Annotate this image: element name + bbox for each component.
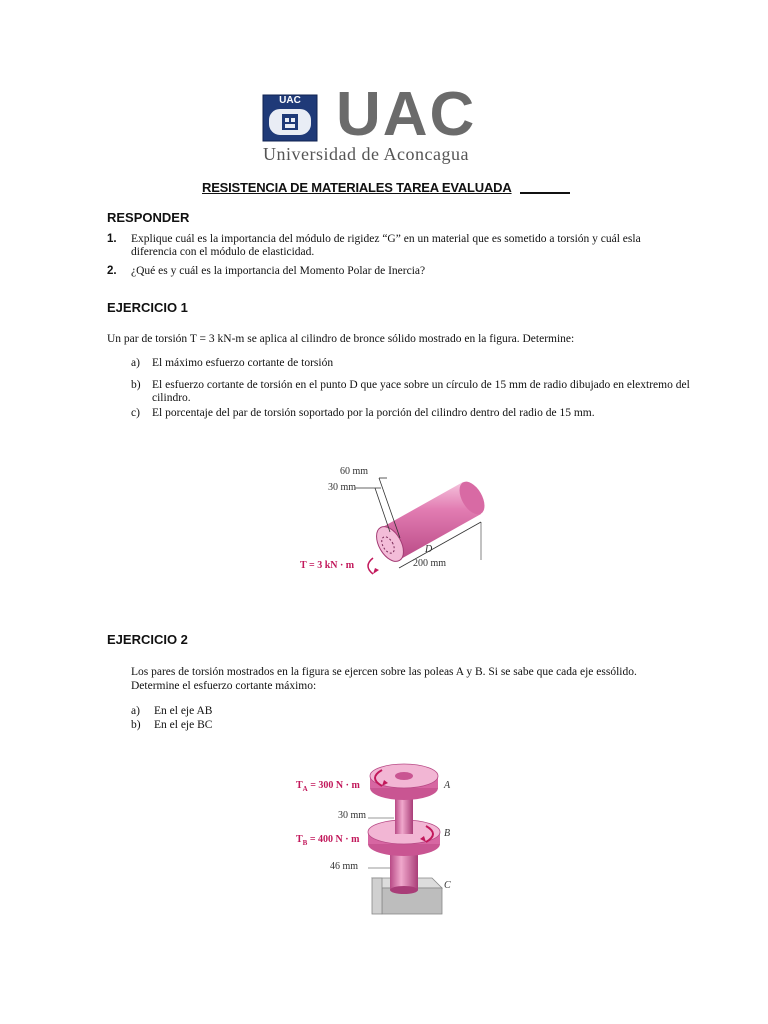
ejercicio1-item-c-text: El porcentaje del par de torsión soportado por la porción del cilindro dentro del radio de 15 mm. [152,407,595,419]
fig2-label-30mm: 30 mm [338,810,367,821]
fig2-label-a: A [444,780,451,791]
ejercicio1-item-c-letter: c) [131,407,140,419]
ejercicio2-item-b-letter: b) [131,719,141,731]
fig2-label-ta [296,780,360,793]
ejercicio1-item-a-text: El máximo esfuerzo cortante de torsión [152,357,334,369]
ejercicio2-heading: EJERCICIO 2 [107,632,188,647]
fig2-ta-symbol: T [296,780,303,791]
fig2-label-46mm: 46 mm [330,861,359,872]
responder-item-1-num: 1. [107,233,117,245]
cylinder-figure [295,460,505,600]
ejercicio2-item-b-text: En el eje BC [154,719,213,731]
ejercicio2-item-a-text: En el eje AB [154,705,213,717]
crest-text: UAC [279,95,301,106]
responder-item-1-line2: diferencia con el módulo de elasticidad. [131,246,315,258]
ejercicio2-item-a-letter: a) [131,705,140,717]
fig2-label-tb [296,834,359,847]
ejercicio2-intro-line1: Los pares de torsión mostrados en la figura se ejercen sobre las poleas A y B. Si se sabe que cada eje essólido. [131,666,637,678]
title-underline [520,192,570,194]
fig1-label-d: D [425,544,433,555]
university-name: Universidad de Aconcagua [263,144,469,164]
ejercicio1-intro: Un par de torsión T = 3 kN-m se aplica al cilindro de bronce sólido mostrado en la figura. Determine: [107,333,575,345]
responder-item-1-line1: Explique cuál es la importancia del módulo de rigidez “G” en un material que es sometido a torsión y cuál esla [131,233,641,245]
fig2-tb-sub: B [302,839,308,847]
fig2-tb-value: = 400 N · m [307,834,360,845]
fig1-label-torque: T = 3 kN · m [300,560,355,571]
ejercicio1-item-b-letter: b) [131,379,141,391]
pulley-figure [290,760,470,920]
responder-item-2-line1: ¿Qué es y cuál es la importancia del Momento Polar de Inercia? [131,265,426,277]
fig2-ta-sub: A [302,785,308,793]
fig1-label-60mm: 60 mm [340,466,369,477]
responder-heading: RESPONDER [107,210,190,225]
fig2-label-b: B [444,828,451,839]
ejercicio2-intro-line2: Determine el esfuerzo cortante máximo: [131,680,317,692]
fig1-label-30mm: 30 mm [328,482,357,493]
fig2-label-c: C [444,880,451,891]
responder-item-2-num: 2. [107,265,117,277]
ejercicio1-heading: EJERCICIO 1 [107,300,188,315]
university-crest [262,94,318,142]
fig2-tb-symbol: T [296,834,303,845]
page-title: RESISTENCIA DE MATERIALES TAREA EVALUADA [202,180,512,195]
ejercicio1-item-a-letter: a) [131,357,140,369]
ejercicio1-item-b-line2: cilindro. [152,392,191,404]
ejercicio1-item-b-line1: El esfuerzo cortante de torsión en el punto D que yace sobre un círculo de 15 mm de radio dibujado en elextremo del [152,379,690,391]
logo-text: UAC [336,80,477,149]
fig1-label-200mm: 200 mm [413,558,447,569]
fig2-ta-value: = 300 N · m [307,780,360,791]
